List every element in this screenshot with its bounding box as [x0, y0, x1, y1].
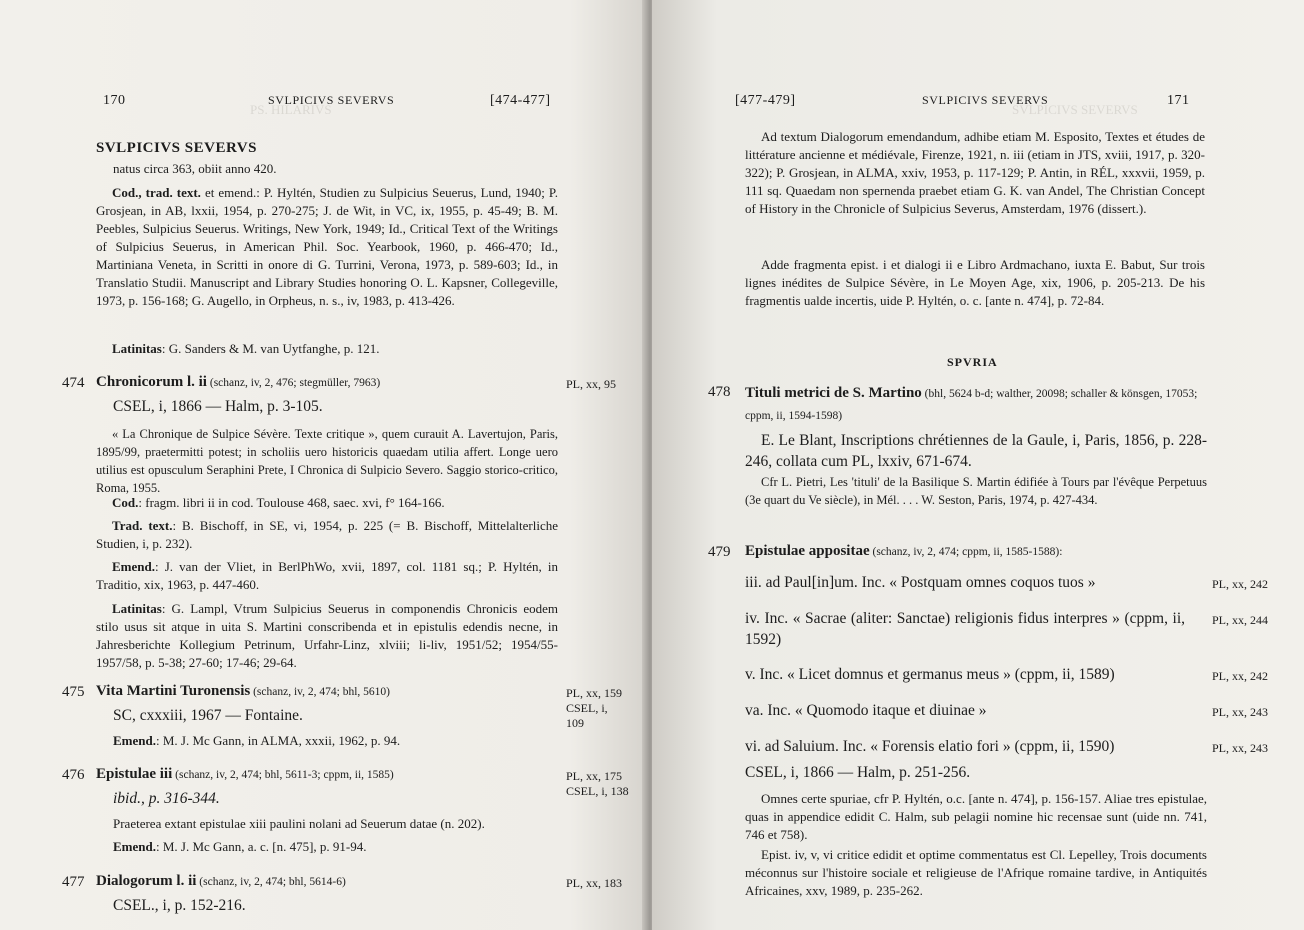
show-through-text: SVLPICIVS SEVERVS: [1012, 102, 1138, 117]
emend-475: Emend.: M. J. Mc Gann, in ALMA, xxxii, 1962, p. 94.: [113, 733, 401, 748]
note-478: Cfr L. Pietri, Les 'tituli' de la Basilique S. Martin édifiée à Tours par l'évêque Perpetuus (3e quart du Ve siècle), in Mél. . . . W. Seston, Paris, 1974, p. 427-434.: [745, 475, 1207, 507]
latinitas-paragraph: Latinitas: G. Sanders & M. van Uytfanghe, p. 121.: [112, 341, 380, 356]
running-head: SVLPICIVS SEVERVS: [922, 93, 1049, 107]
author-dates: natus circa 363, obiit anno 420.: [113, 161, 277, 176]
dialogues-note: Ad textum Dialogorum emendandum, adhibe etiam M. Esposito, Textes et études de littérature ancienne et médiévale, Firenze, 1921, n. iii (etiam in JTS, xviii, 1917, p. 320-322); P. Grosjean, in ALMA, xxiv, 1953, p. 117-129; P. Antin, in RÉL, xxxvii, 1959, p. 111 sq. Quaedam non spernenda praebet etiam G. K. van Andel, The Christian Concept of History in the Chronicle of Sulpicius Severus, Amsterdam, 1976 (dissert.).: [745, 129, 1205, 216]
note-474: « La Chronique de Sulpice Sévère. Texte critique », quem curauit A. Lavertujon, Paris, 1895/99, praetermitti potest; in scholiis uero historicis quaedam utilia affert. Longe uero utilius est opusculum Seraphini Prete, I Chronica di Sulpicio Severo. Saggio storico-critico, Roma, 1955.: [96, 427, 558, 495]
right-page: [652, 0, 1304, 930]
entry-number-476: 476: [62, 767, 85, 783]
edition-477: CSEL., i, p. 152-216.: [113, 897, 246, 914]
margin-ref-v: PL, xx, 242: [1212, 669, 1269, 683]
letter-item-iv: iv. Inc. « Sacrae (aliter: Sanctae) religionis fidus interpres » (cppm, ii, 1592): [745, 610, 1185, 648]
entry-474-title: Chronicorum l. ii (schanz, iv, 2, 476; stegmüller, 7963): [96, 374, 381, 390]
margin-ref-476: PL, xx, 175 CSEL, i, 138: [566, 769, 629, 798]
left-page: [0, 0, 648, 930]
margin-ref-477: PL, xx, 183: [566, 876, 623, 890]
letter-item-v: v. Inc. « Licet domnus et germanus meus » (cppm, ii, 1589): [745, 666, 1115, 683]
fragments-note: Adde fragmenta epist. i et dialogi ii e Libro Ardmachano, iuxta E. Babut, Sur trois lignes inédites de Sulpice Sévère, in Le Moyen Age, xix, 1906, p. 205-213. De his fragmentis ualde incertis, uide P. Hyltén, o. c. [ante n. 474], p. 72-84.: [745, 257, 1205, 308]
edition-478: E. Le Blant, Inscriptions chrétiennes de la Gaule, i, Paris, 1856, p. 228-246, collata cum PL, lxxiv, 671-674.: [745, 432, 1207, 470]
emend-476: Emend.: M. J. Mc Gann, a. c. [n. 475], p. 91-94.: [113, 839, 367, 854]
show-through-text: PS. HILARIVS: [250, 102, 332, 117]
letter-item-iii: iii. ad Paul[in]um. Inc. « Postquam omnes coquos tuos »: [745, 574, 1096, 591]
entry-number-477: 477: [62, 874, 85, 890]
entry-478-title: Tituli metrici de S. Martino (bhl, 5624 b-d; walther, 20098; schaller & könsgen, 17053; cppm, ii, 1594-1598): [745, 385, 1198, 422]
author-heading: SVLPICIVS SEVERVS: [96, 140, 257, 156]
margin-ref-iv: PL, xx, 244: [1212, 613, 1269, 627]
page-number: 170: [103, 93, 126, 108]
edition-476: ibid., p. 316-344.: [113, 790, 220, 807]
edition-475: SC, cxxxiii, 1967 — Fontaine.: [113, 707, 303, 724]
latinitas-474: Latinitas: G. Lampl, Vtrum Sulpicius Seuerus in componendis Chronicis eodem stilo usus sit atque in uita S. Martini conscribenda et in epistulis edendis necne, in Jahresberichte Kollegium Petrinum, Urfahr-Linz, xlviii; li-liv, 1951/52; 1954/55-1957/58, p. 5-38; 27-60; 17-46; 29-64.: [96, 601, 558, 670]
entry-number-479: 479: [708, 544, 731, 560]
entry-479-title: Epistulae appositae (schanz, iv, 2, 474; cppm, ii, 1585-1588):: [745, 543, 1063, 559]
trad-474: Trad. text.: B. Bischoff, in SE, vi, 1954, p. 225 (= B. Bischoff, Mittelalterliche Studien, i, p. 232).: [96, 518, 558, 551]
section-heading-spuria: SPVRIA: [947, 355, 998, 369]
margin-ref-474: PL, xx, 95: [566, 377, 617, 391]
note-479-lepelley: Epist. iv, v, vi critice edidit et optime commentatus est Cl. Lepelley, Trois documents méconnus sur l'histoire sociale et religieuse de l'Afrique romaine tardive, in Antiquités Africaines, xxv, 1989, p. 235-262.: [745, 847, 1207, 898]
letter-item-va: va. Inc. « Quomodo itaque et diuinae »: [745, 702, 987, 719]
running-head: SVLPICIVS SEVERVS: [268, 93, 395, 107]
running-head-range: [477-479]: [735, 93, 796, 108]
running-head-range: [474-477]: [490, 93, 551, 108]
letter-item-vi: vi. ad Saluium. Inc. « Forensis elatio fori » (cppm, ii, 1590): [745, 738, 1115, 755]
cod-474: Cod.: fragm. libri ii in cod. Toulouse 468, saec. xvi, f° 164-166.: [112, 495, 445, 510]
note-476: Praeterea extant epistulae xiii paulini nolani ad Seuerum datae (n. 202).: [113, 816, 485, 831]
page-number: 171: [1167, 93, 1190, 108]
entry-476-title: Epistulae iii (schanz, iv, 2, 474; bhl, 5611-3; cppm, ii, 1585): [96, 766, 394, 782]
entry-number-475: 475: [62, 684, 85, 700]
edition-479: CSEL, i, 1866 — Halm, p. 251-256.: [745, 764, 971, 781]
margin-ref-vi: PL, xx, 243: [1212, 741, 1269, 755]
entry-number-478: 478: [708, 384, 731, 400]
edition-474: CSEL, i, 1866 — Halm, p. 3-105.: [113, 398, 323, 415]
margin-ref-iii: PL, xx, 242: [1212, 577, 1269, 591]
entry-475-title: Vita Martini Turonensis (schanz, iv, 2, 474; bhl, 5610): [96, 683, 390, 699]
entry-number-474: 474: [62, 375, 85, 391]
entry-477-title: Dialogorum l. ii (schanz, iv, 2, 474; bhl, 5614-6): [96, 873, 346, 889]
margin-ref-475: PL, xx, 159 CSEL, i, 109: [566, 686, 623, 730]
emend-474: Emend.: J. van der Vliet, in BerlPhWo, xvii, 1897, col. 1181 sq.; P. Hyltén, in Traditio, xix, 1963, p. 447-460.: [96, 559, 558, 592]
note-479-spuriae: Omnes certe spuriae, cfr P. Hyltén, o.c. [ante n. 474], p. 156-157. Aliae tres epistulae, quas in appendice edidit C. Halm, sub pelagii nomine hic recensae sunt (uide nn. 741, 746 et 758).: [745, 791, 1207, 842]
margin-ref-va: PL, xx, 243: [1212, 705, 1269, 719]
codtrad-paragraph: Cod., trad. text. et emend.: P. Hyltén, Studien zu Sulpicius Seuerus, Lund, 1940; P. Grosjean, in AB, lxxii, 1954, p. 270-275; J. de Wit, in VC, ix, 1955, p. 45-49; B. M. Peebles, Sulpicius Seuerus. Writings, New York, 1949; Id., Critical Text of the Writings of Sulpicius Seuerus, in American Phil. Soc. Yearbook, 1960, p. 466-470; Id., Martiniana Veneta, in Scritti in onore di G. Turrini, Verona, 1973, p. 589-603; Id., in Translatio Studii. Manuscript and Library Studies honoring O. L. Kapsner, Collegeville, 1973, p. 156-168; G. Augello, in Orpheus, n. s., iv, 1983, p. 413-426.: [96, 185, 558, 308]
